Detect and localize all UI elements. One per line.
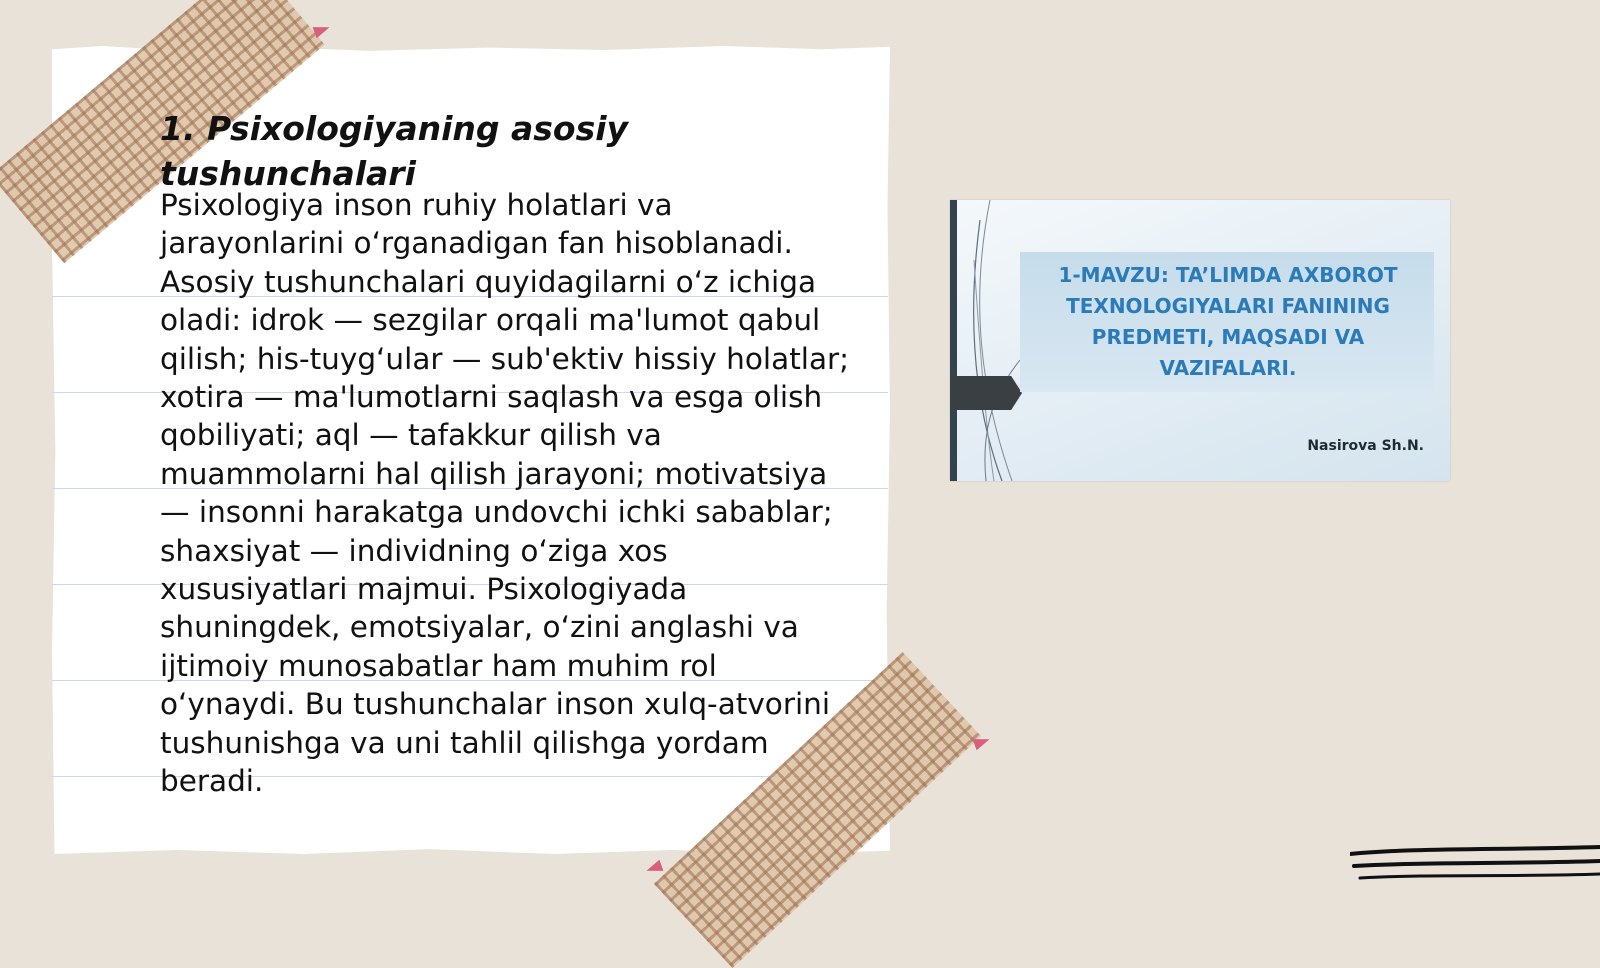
slide-body-text: Psixologiya inson ruhiy holatlari va jarayonlarini o‘rganadigan fan hisoblanadi. Asosiy tushunchalari quyidagilarni o‘z ichiga oladi: idrok — sezgilar orqali ma'lumot qabul qilish; his-tuyg‘ular — sub'ektiv hissiy holatlar; xotira — ma'lumotlarni saqlash va esga olish qobiliyati; aql — tafakkur qilish va muammolarni hal qilish jarayoni; motivatsiya — insonni harakatga undovchi ichki sabablar; shaxsiyat — individning o‘ziga xos xususiyatlari majmui. Psixologiyada shuningdek, emotsiyalar, o‘zini anglashi va ijtimoiy munosabatlar ham muhim rol o‘ynaydi. Bu tushunchalar inson xulq-atvorini tushunishga va uni tahlil qilishga yordam beradi. — [160, 188, 850, 799]
arrow-marker-icon — [950, 376, 1022, 410]
pin-icon — [644, 860, 663, 877]
thumbnail-author: Nasirova Sh.N. — [1307, 438, 1424, 454]
slide-heading: 1. Psixologiyaning asosiy tushunchalari — [160, 109, 629, 193]
thumbnail-title: 1-MAVZU: TA’LIMDA AXBOROT TEXNOLOGIYALARI FANINING PREDMETI, MAQSADI VA VAZIFALARI. — [1058, 263, 1398, 380]
slide-thumbnail-image — [950, 200, 1450, 481]
scribble-lines-icon — [1350, 840, 1600, 890]
